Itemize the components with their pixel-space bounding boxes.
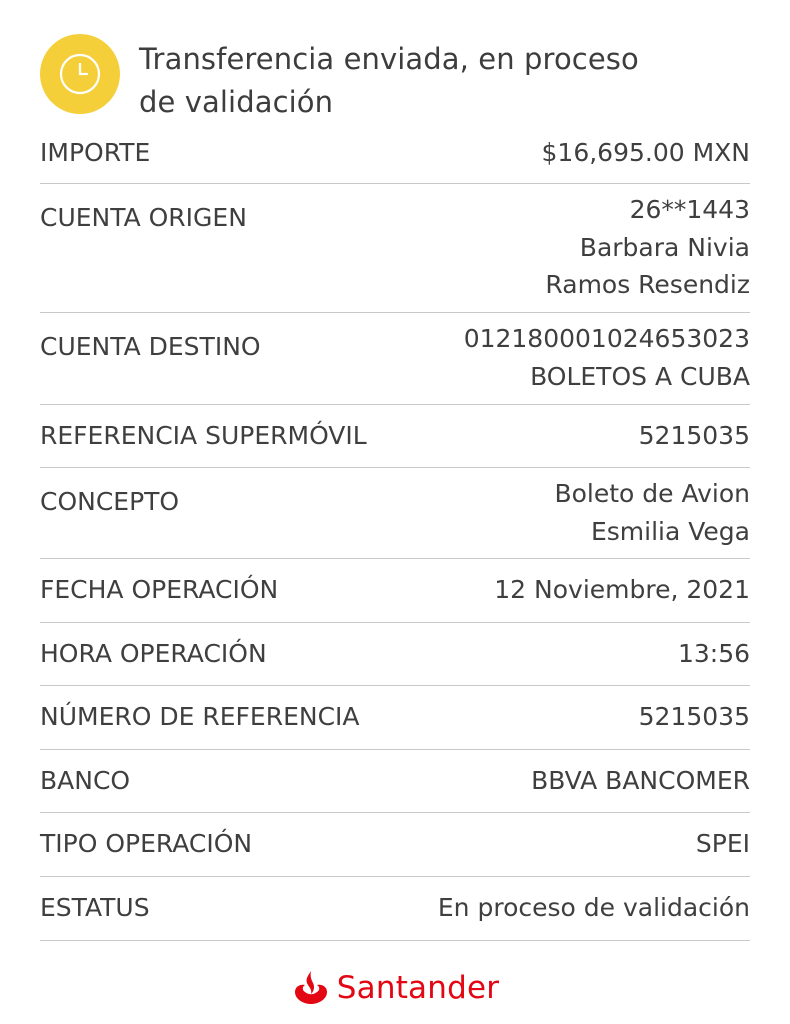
detail-label: FECHA OPERACIÓN [40,575,279,604]
value-line: BOLETOS A CUBA [530,361,750,391]
clock-icon [40,34,120,114]
detail-value [464,320,750,395]
brand-name: Santander [336,970,500,1006]
footer [0,960,790,1016]
value-line: SPEI [695,829,750,858]
detail-row-referencia-supermovil [40,405,750,468]
value-line: Esmilia Vega [590,516,750,546]
value-line: 012180001024653023 [463,324,750,353]
value-line: 12 Noviembre, 2021 [494,575,750,604]
detail-row-hora-operacion [40,623,750,686]
detail-label: CUENTA ORIGEN [40,203,247,232]
value-line: 5215035 [638,702,750,731]
detail-label: REFERENCIA SUPERMÓVIL [40,421,367,450]
detail-label: BANCO [40,766,131,795]
value-line: 26**1443 [629,195,750,224]
detail-value [494,571,750,609]
title-line-1: Transferencia enviada, en proceso [139,42,639,76]
detail-row-importe [40,122,750,184]
detail-row-estatus [40,877,750,941]
value-line: BBVA BANCOMER [531,766,750,795]
value-line: $16,695.00 MXN [541,138,750,167]
detail-value [438,889,750,927]
detail-label: IMPORTE [40,138,151,167]
detail-label: CONCEPTO [40,487,180,516]
detail-value [678,635,750,673]
detail-row-fecha-operacion [40,559,750,623]
value-line: En proceso de validación [437,893,750,922]
santander-logo [291,968,499,1008]
detail-value [531,762,750,800]
detail-value [554,475,750,550]
detail-value [696,825,750,863]
detail-label: TIPO OPERACIÓN [40,829,253,858]
value-line: Ramos Resendiz [545,270,750,299]
detail-value [545,191,750,304]
detail-value [639,698,750,736]
detail-row-cuenta-origen [40,184,750,313]
detail-row-banco [40,750,750,813]
detail-value [542,134,750,172]
value-line: 13:56 [677,639,750,668]
detail-row-cuenta-destino [40,313,750,405]
detail-row-numero-referencia [40,686,750,750]
title-line-2: de validación [139,85,334,119]
detail-label: NÚMERO DE REFERENCIA [40,702,360,731]
detail-label: CUENTA DESTINO [40,332,261,361]
transfer-status-header [40,34,760,124]
detail-label: HORA OPERACIÓN [40,639,267,668]
page-title [139,38,699,124]
value-line: 5215035 [638,421,750,450]
santander-flame-icon [291,968,331,1008]
transfer-details-list [40,122,750,941]
detail-value [639,417,750,455]
detail-label: ESTATUS [40,893,150,922]
detail-row-concepto [40,468,750,559]
detail-row-tipo-operacion [40,813,750,877]
value-line: Boleto de Avion [554,479,750,508]
value-line: Barbara Nivia [579,232,750,262]
